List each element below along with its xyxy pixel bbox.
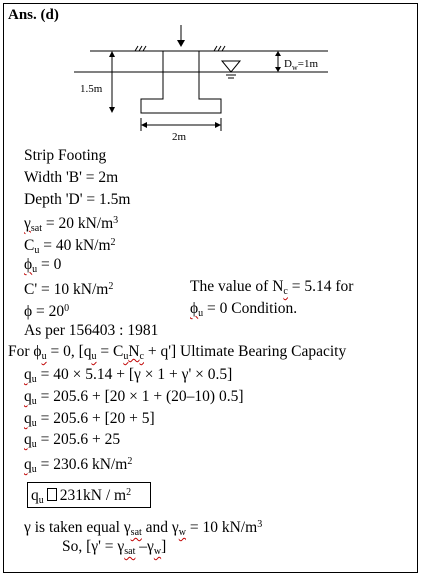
- depth-label: 1.5m: [80, 83, 103, 95]
- line-qu-step2: $q_u = 205.6 + [20 \times 1 + (20-10)$ 0.5]: [24, 388, 244, 407]
- line-qu-step3: $q_u = 205.6 + [20 + 5]$: [24, 410, 155, 429]
- line-gamma-note: γ is taken equal $\gamma_{sat}$ and $\gamma_w = 10$ $kN/m^3$: [24, 519, 263, 538]
- ground-hatch-left: [135, 46, 146, 51]
- answer-heading: Ans. (d): [8, 7, 59, 23]
- line-phi: $\phi = 20^0$: [24, 303, 70, 320]
- approx-symbol-icon: [47, 488, 57, 501]
- width-label: 2m: [172, 131, 187, 143]
- line-strip-footing: Strip Footing: [24, 147, 107, 164]
- line-width: Width 'B' = 2m: [24, 169, 119, 186]
- line-qu-step1: $q_u = 40 \times 5.14 + [\gamma \times 1 + \gamma' \times 0.5]$: [24, 366, 233, 385]
- line-ultimate-bearing-capacity: For $\phi_u = 0$, $[q_u = C_uN_c + q']$ Ultimate Bearing Capacity: [8, 343, 347, 362]
- water-table-icon: [222, 61, 240, 72]
- line-condition: $\phi_u = 0$ Condition.: [190, 300, 298, 319]
- line-gamma-prime: So, [$\gamma' = \gamma_{sat}$ $-\gamma_w$]: [62, 538, 167, 557]
- final-answer-box: $q_u$ $231kN / m^2$: [27, 482, 151, 508]
- line-c-prime: C' = 10 $kN/m^2$: [24, 281, 114, 298]
- strip-footing-diagram: [0, 0, 421, 150]
- dw-label: $D_w=1m$: [284, 58, 318, 72]
- line-nc-value: The value of $N_c = 5.14$ for: [190, 278, 354, 297]
- ground-hatch-right: [214, 46, 225, 51]
- line-gamma-sat: $\gamma_{sat} = 20$ $kN/m^3$: [24, 215, 119, 234]
- line-cu: $C_u = 40$ $kN/m^2$: [24, 237, 116, 256]
- footing-outline: [141, 51, 221, 113]
- line-phi-u: $\phi_u = 0$: [24, 256, 62, 275]
- line-depth: Depth 'D' = 1.5m: [24, 191, 131, 208]
- line-qu-step4: $q_u = 205.6 + 25$: [24, 431, 121, 450]
- line-qu-result: $q_u = 230.6$ $kN/m^2$: [24, 456, 133, 475]
- line-as-per: As per 156403 : 1981: [24, 322, 159, 339]
